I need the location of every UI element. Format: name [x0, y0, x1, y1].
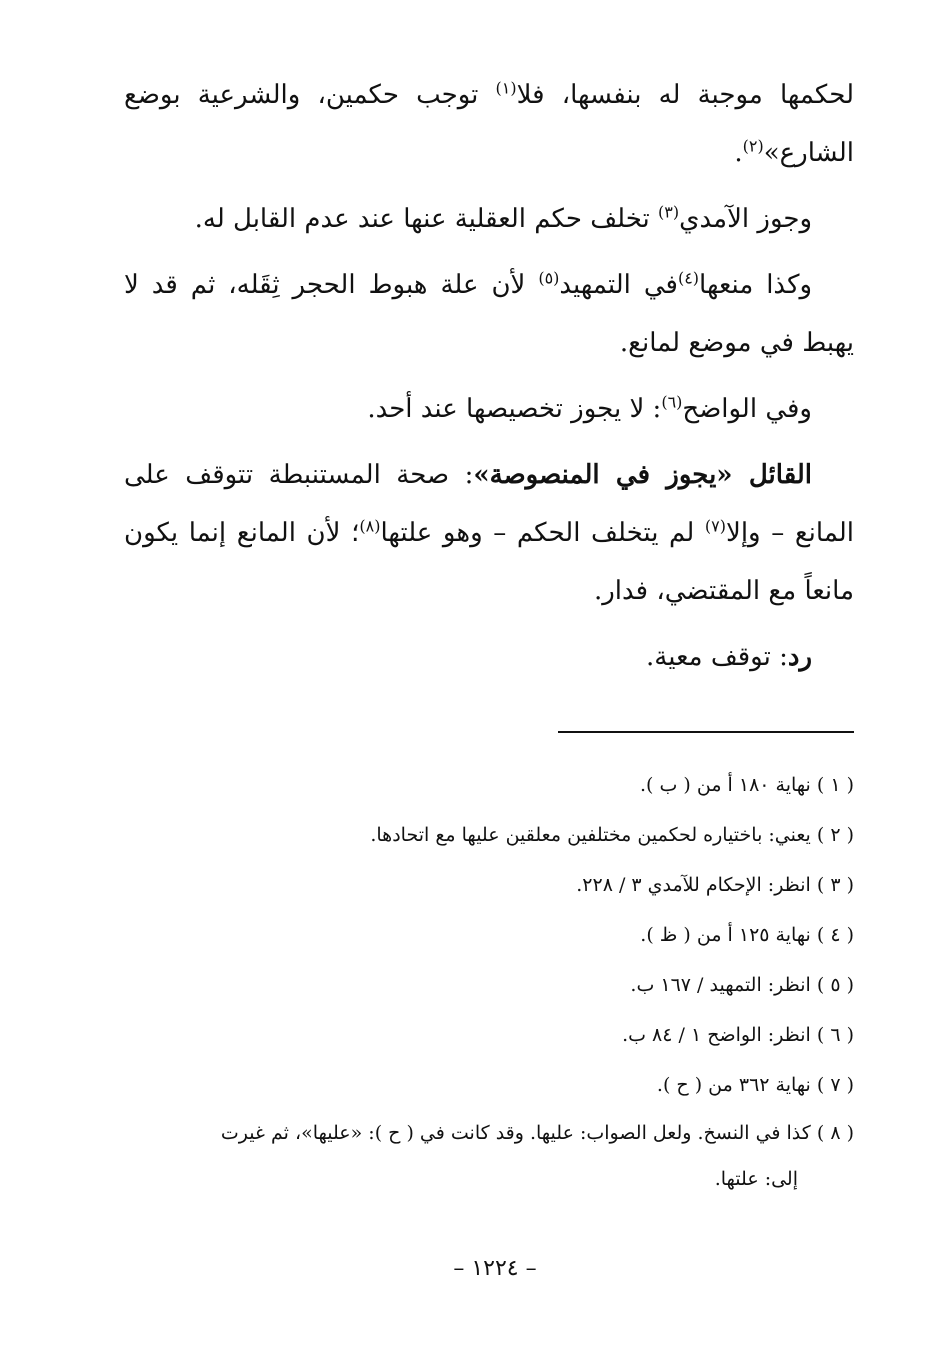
paragraph-3-text-a: وكذا منعها	[699, 270, 813, 300]
footnote-ref-7: (٧)	[704, 516, 726, 536]
footnote-4: ( ٤ ) نهاية ١٢٥ أ من ( ظ ).	[640, 924, 854, 946]
footnote-ref-1: (١)	[495, 78, 517, 98]
footnote-divider	[558, 731, 854, 733]
footnotes	[124, 760, 854, 1202]
footnote-8-line-2: إلى: علتها.	[714, 1168, 798, 1190]
page-number: – ١٢٢٤ –	[453, 1256, 537, 1281]
footnote-6: ( ٦ ) انظر: الواضح ١ / ٨٤ ب.	[622, 1024, 854, 1046]
footnote-ref-3: (٣)	[658, 202, 680, 222]
paragraph-4-text-b: : لا يجوز تخصيصها عند أحد.	[367, 394, 662, 424]
paragraph-1-text-b: توجب حكمين، والشرعية بوضع الشارع»	[124, 80, 854, 168]
footnote-1: ( ١ ) نهاية ١٨٠ أ من ( ب ).	[639, 774, 854, 796]
footnote-8	[124, 1110, 854, 1202]
paragraph-5	[124, 446, 854, 620]
footnote-ref-4: (٤)	[677, 268, 700, 288]
paragraph-6	[124, 628, 854, 686]
paragraph-3-text-c: لأن علة هبوط الحجر ثِقَله، ثم قد لا يهبط في موضع لمانع.	[124, 270, 854, 358]
paragraph-1-text-c: .	[734, 138, 743, 168]
footnote-8-line-1: ( ٨ ) كذا في النسخ. ولعل الصواب: عليها. وقد كانت في ( ح ): «عليها»، ثم غيرت	[220, 1122, 854, 1144]
paragraph-3-text-b: في التمهيد	[559, 270, 678, 300]
paragraph-4-text-a: وفي الواضح	[682, 394, 812, 424]
main-text	[124, 66, 854, 694]
paragraph-5-text-a: : صحة المستنبطة تتوقف على المانع – وإلا	[124, 460, 854, 548]
paragraph-4	[124, 380, 854, 438]
paragraph-2	[124, 190, 854, 248]
paragraph-2-text-b: تخلف حكم العقلية عنها عند عدم القابل له.	[194, 204, 659, 234]
paragraph-2-text-a: وجوز الآمدي	[679, 204, 812, 234]
paragraph-5-text-b: لم يتخلف الحكم – وهو علتها	[380, 518, 705, 548]
footnote-2: ( ٢ ) يعني: باختياره لحكمين مختلفين معلقين عليها مع اتحادها.	[370, 824, 854, 846]
footnote-7: ( ٧ ) نهاية ٣٦٢ من ( ح ).	[656, 1074, 854, 1096]
footnote-3: ( ٣ ) انظر: الإحكام للآمدي ٣ / ٢٢٨.	[576, 874, 854, 896]
paragraph-1-text-a: لحكمها موجبة له بنفسها، فلا	[516, 80, 854, 110]
footnote-ref-6: (٦)	[661, 392, 683, 412]
paragraph-5-heading: القائل «يجوز في المنصوصة»	[473, 460, 812, 490]
paragraph-1	[124, 66, 854, 182]
footnote-ref-2: (٢)	[742, 136, 764, 156]
paragraph-3	[124, 256, 854, 372]
paragraph-5-text-c: ؛ لأن المانع إنما يكون مانعاً مع المقتضي، فدار.	[124, 518, 854, 606]
paragraph-6-heading: رد	[787, 642, 812, 672]
footnote-ref-8: (٨)	[359, 516, 381, 536]
footnote-5: ( ٥ ) انظر: التمهيد / ١٦٧ ب.	[630, 974, 854, 996]
footnote-ref-5: (٥)	[538, 268, 560, 288]
paragraph-6-text-a: : توقف معية.	[646, 642, 788, 672]
